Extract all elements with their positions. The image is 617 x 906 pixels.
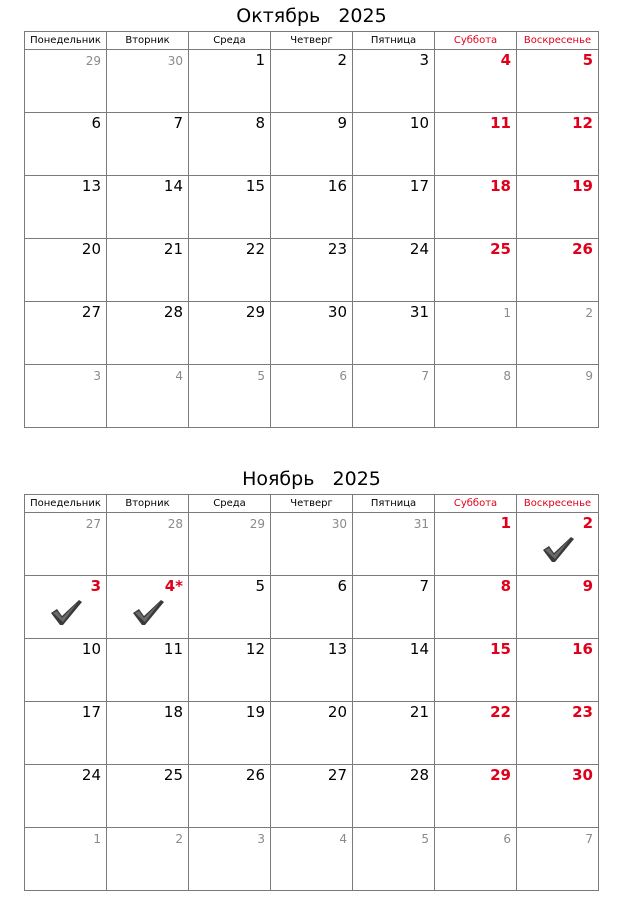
week-row <box>25 702 599 765</box>
day-number: 9 <box>582 577 593 595</box>
week-row <box>25 765 599 828</box>
day-number: 29 <box>245 303 265 321</box>
day-cell[interactable] <box>107 639 189 702</box>
day-cell[interactable] <box>271 765 353 828</box>
day-number: 26 <box>572 240 593 258</box>
day-number: 6 <box>337 577 347 595</box>
day-number: 7 <box>585 832 593 846</box>
day-number: 7 <box>173 114 183 132</box>
day-cell[interactable] <box>353 176 435 239</box>
day-cell[interactable] <box>353 239 435 302</box>
weekday-header: Понедельник <box>25 495 107 513</box>
day-number: 4 <box>175 369 183 383</box>
day-number: 2 <box>582 514 593 532</box>
day-cell[interactable] <box>271 113 353 176</box>
weekday-header-row <box>25 32 599 50</box>
day-cell[interactable] <box>189 576 271 639</box>
day-number: 25 <box>163 766 183 784</box>
day-number: 18 <box>163 703 183 721</box>
day-cell[interactable] <box>435 365 517 428</box>
day-cell[interactable] <box>271 513 353 576</box>
day-number: 8 <box>255 114 265 132</box>
day-cell[interactable] <box>435 513 517 576</box>
day-cell[interactable] <box>25 239 107 302</box>
day-number: 18 <box>490 177 511 195</box>
day-number: 11 <box>163 640 183 658</box>
calendar-grid <box>24 494 599 891</box>
day-cell[interactable] <box>435 50 517 113</box>
day-number: 19 <box>245 703 265 721</box>
day-cell[interactable] <box>435 302 517 365</box>
day-cell[interactable] <box>189 828 271 891</box>
day-number: 16 <box>572 640 593 658</box>
day-cell[interactable] <box>517 576 599 639</box>
day-number: 9 <box>337 114 347 132</box>
day-cell[interactable] <box>107 765 189 828</box>
day-number: 13 <box>327 640 347 658</box>
day-number: 4 <box>500 51 511 69</box>
day-number: 7 <box>421 369 429 383</box>
day-number: 25 <box>490 240 511 258</box>
week-row <box>25 513 599 576</box>
day-cell[interactable] <box>517 365 599 428</box>
weekday-header: Пятница <box>353 32 435 50</box>
weekday-header: Воскресенье <box>517 32 599 50</box>
day-cell[interactable] <box>189 176 271 239</box>
day-number: 5 <box>257 369 265 383</box>
day-cell[interactable] <box>353 113 435 176</box>
day-cell[interactable] <box>107 828 189 891</box>
day-cell[interactable] <box>189 639 271 702</box>
day-number: 29 <box>249 517 265 531</box>
day-number: 17 <box>81 703 101 721</box>
day-number: 31 <box>409 303 429 321</box>
day-cell[interactable] <box>353 365 435 428</box>
day-cell[interactable] <box>517 113 599 176</box>
day-cell[interactable] <box>189 302 271 365</box>
day-cell[interactable] <box>271 702 353 765</box>
day-cell[interactable] <box>189 365 271 428</box>
weekday-header: Воскресенье <box>517 495 599 513</box>
day-cell[interactable] <box>25 50 107 113</box>
day-number: 15 <box>245 177 265 195</box>
day-number: 2 <box>585 306 593 320</box>
day-number: 21 <box>163 240 183 258</box>
weekday-header: Пятница <box>353 495 435 513</box>
day-cell[interactable] <box>435 828 517 891</box>
week-row <box>25 639 599 702</box>
day-number: 11 <box>490 114 511 132</box>
day-number: 22 <box>490 703 511 721</box>
day-cell[interactable] <box>107 176 189 239</box>
weekday-header-row <box>25 495 599 513</box>
day-cell[interactable] <box>107 576 189 639</box>
day-number: 27 <box>85 517 101 531</box>
day-cell[interactable] <box>25 702 107 765</box>
day-cell[interactable] <box>517 239 599 302</box>
day-cell[interactable] <box>353 576 435 639</box>
day-number: 8 <box>503 369 511 383</box>
week-row <box>25 576 599 639</box>
day-number: 30 <box>572 766 593 784</box>
day-cell[interactable] <box>271 239 353 302</box>
day-number: 29 <box>85 54 101 68</box>
day-cell[interactable] <box>517 176 599 239</box>
day-number: 5 <box>582 51 593 69</box>
day-number: 27 <box>327 766 347 784</box>
day-cell[interactable] <box>517 50 599 113</box>
day-cell[interactable] <box>435 639 517 702</box>
week-row <box>25 176 599 239</box>
calendar-grid <box>24 31 599 428</box>
day-number: 10 <box>409 114 429 132</box>
day-number: 6 <box>503 832 511 846</box>
day-number: 1 <box>500 514 511 532</box>
day-cell[interactable] <box>25 828 107 891</box>
day-number: 1 <box>503 306 511 320</box>
day-cell[interactable] <box>435 239 517 302</box>
day-number: 3 <box>93 369 101 383</box>
day-cell[interactable] <box>189 765 271 828</box>
week-row <box>25 239 599 302</box>
day-cell[interactable] <box>517 702 599 765</box>
day-number: 26 <box>245 766 265 784</box>
day-cell[interactable] <box>25 365 107 428</box>
day-number: 20 <box>327 703 347 721</box>
day-number: 19 <box>572 177 593 195</box>
day-number: 3 <box>257 832 265 846</box>
day-cell[interactable] <box>353 513 435 576</box>
day-number: 15 <box>490 640 511 658</box>
day-number: 7 <box>419 577 429 595</box>
day-cell[interactable] <box>353 765 435 828</box>
day-cell[interactable] <box>353 302 435 365</box>
day-cell[interactable] <box>271 302 353 365</box>
day-cell[interactable] <box>517 828 599 891</box>
day-cell[interactable] <box>107 113 189 176</box>
day-cell[interactable] <box>107 302 189 365</box>
day-number: 1 <box>93 832 101 846</box>
day-number: 17 <box>409 177 429 195</box>
month-title: Ноябрь 2025 <box>242 468 381 490</box>
weekday-header: Четверг <box>271 32 353 50</box>
day-cell[interactable] <box>107 513 189 576</box>
week-row <box>25 113 599 176</box>
day-number: 2 <box>337 51 347 69</box>
week-row <box>25 302 599 365</box>
day-cell[interactable] <box>435 176 517 239</box>
day-number: 13 <box>81 177 101 195</box>
day-number: 5 <box>255 577 265 595</box>
day-cell[interactable] <box>189 113 271 176</box>
day-cell[interactable] <box>353 50 435 113</box>
day-cell[interactable] <box>271 50 353 113</box>
day-cell[interactable] <box>107 50 189 113</box>
day-number: 12 <box>572 114 593 132</box>
day-number: 12 <box>245 640 265 658</box>
day-cell[interactable] <box>271 576 353 639</box>
day-number: 14 <box>163 177 183 195</box>
day-cell[interactable] <box>271 828 353 891</box>
week-row <box>25 365 599 428</box>
checkmark-icon <box>541 535 575 563</box>
checkmark-icon <box>131 598 165 626</box>
day-number: 8 <box>500 577 511 595</box>
day-cell[interactable] <box>271 176 353 239</box>
day-number: 21 <box>409 703 429 721</box>
weekday-header: Суббота <box>435 32 517 50</box>
day-cell[interactable] <box>517 639 599 702</box>
day-number: 4* <box>164 577 183 595</box>
day-cell[interactable] <box>517 513 599 576</box>
day-number: 30 <box>331 517 347 531</box>
day-cell[interactable] <box>517 765 599 828</box>
day-cell[interactable] <box>435 113 517 176</box>
weekday-header: Понедельник <box>25 32 107 50</box>
month-title: Октябрь 2025 <box>236 5 387 27</box>
day-number: 5 <box>421 832 429 846</box>
weekday-header: Суббота <box>435 495 517 513</box>
day-number: 31 <box>413 517 429 531</box>
day-number: 20 <box>81 240 101 258</box>
day-cell[interactable] <box>271 365 353 428</box>
day-cell[interactable] <box>107 702 189 765</box>
day-cell[interactable] <box>435 765 517 828</box>
day-cell[interactable] <box>25 113 107 176</box>
week-row <box>25 50 599 113</box>
day-number: 30 <box>167 54 183 68</box>
day-number: 29 <box>490 766 511 784</box>
day-number: 6 <box>91 114 101 132</box>
day-number: 10 <box>81 640 101 658</box>
day-cell[interactable] <box>25 576 107 639</box>
day-number: 22 <box>245 240 265 258</box>
weekday-header: Вторник <box>107 32 189 50</box>
day-cell[interactable] <box>271 639 353 702</box>
weekday-header: Четверг <box>271 495 353 513</box>
day-cell[interactable] <box>353 828 435 891</box>
day-cell[interactable] <box>189 513 271 576</box>
day-number: 9 <box>585 369 593 383</box>
day-cell[interactable] <box>25 765 107 828</box>
day-cell[interactable] <box>25 176 107 239</box>
day-number: 23 <box>572 703 593 721</box>
weekday-header: Среда <box>189 32 271 50</box>
day-cell[interactable] <box>189 50 271 113</box>
checkmark-icon <box>49 598 83 626</box>
day-number: 23 <box>327 240 347 258</box>
day-number: 24 <box>81 766 101 784</box>
day-cell[interactable] <box>353 702 435 765</box>
day-cell[interactable] <box>107 239 189 302</box>
day-number: 14 <box>409 640 429 658</box>
day-cell[interactable] <box>435 702 517 765</box>
day-cell[interactable] <box>435 576 517 639</box>
day-number: 27 <box>81 303 101 321</box>
day-number: 24 <box>409 240 429 258</box>
day-number: 28 <box>167 517 183 531</box>
day-number: 3 <box>90 577 101 595</box>
week-row <box>25 828 599 891</box>
day-cell[interactable] <box>107 365 189 428</box>
day-number: 1 <box>255 51 265 69</box>
day-cell[interactable] <box>517 302 599 365</box>
day-number: 30 <box>327 303 347 321</box>
weekday-header: Среда <box>189 495 271 513</box>
day-cell[interactable] <box>189 239 271 302</box>
day-number: 28 <box>163 303 183 321</box>
day-cell[interactable] <box>25 639 107 702</box>
day-number: 2 <box>175 832 183 846</box>
day-cell[interactable] <box>353 639 435 702</box>
day-number: 4 <box>339 832 347 846</box>
day-number: 6 <box>339 369 347 383</box>
day-cell[interactable] <box>25 513 107 576</box>
day-number: 28 <box>409 766 429 784</box>
day-cell[interactable] <box>25 302 107 365</box>
day-number: 16 <box>327 177 347 195</box>
day-number: 3 <box>419 51 429 69</box>
day-cell[interactable] <box>189 702 271 765</box>
weekday-header: Вторник <box>107 495 189 513</box>
